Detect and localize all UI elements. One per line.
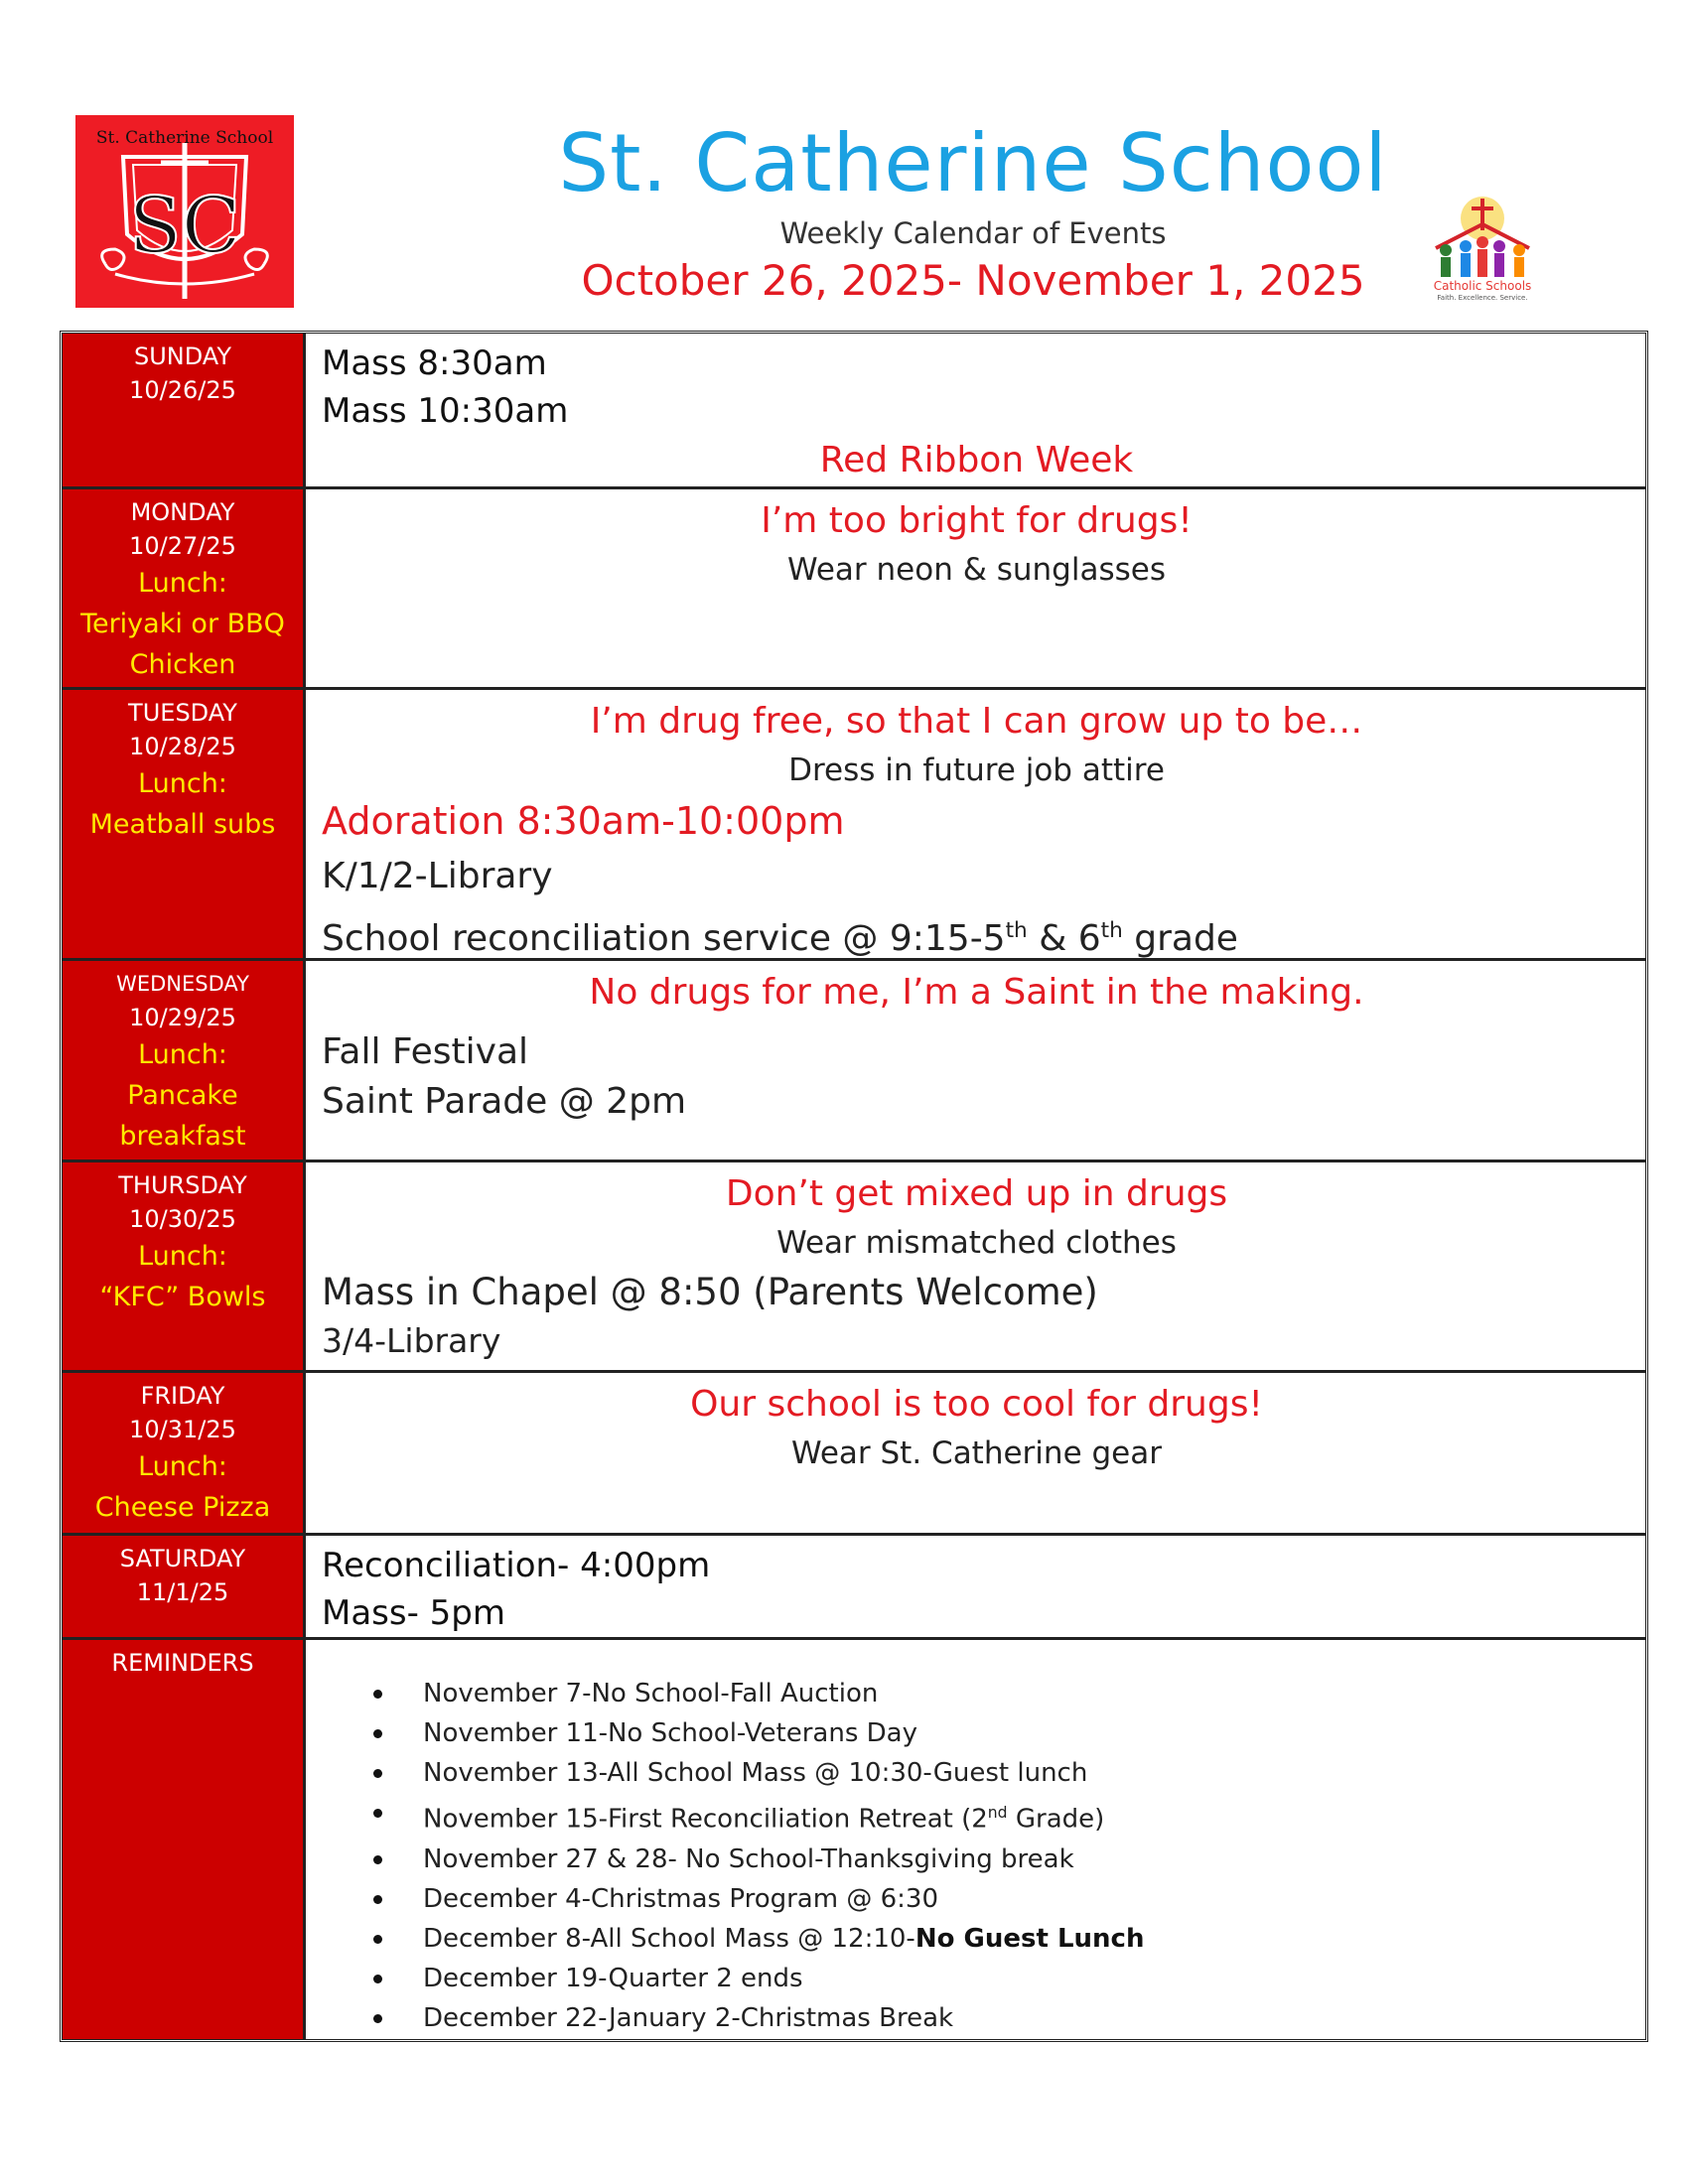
lunch-label: Lunch: [138,1451,227,1482]
day-name: TUESDAY [128,699,237,727]
day-date: 10/28/25 [129,733,236,760]
chapel-mass-event: Mass in Chapel @ 8:50 (Parents Welcome) [322,1271,1098,1313]
festival-event: Fall Festival [322,1031,529,1072]
lunch-menu: Meatball subs [89,809,276,840]
day-name: SATURDAY [119,1545,246,1572]
reminder-item: November 7-No School-Fall Auction [373,1674,1631,1713]
theme-heading: Red Ribbon Week [819,440,1134,480]
day-cell-tuesday [63,690,306,958]
day-cell-sunday [63,334,306,486]
day-date: 10/31/25 [129,1416,236,1443]
catholic-schools-logo [1418,191,1547,302]
row-saturday [63,1536,1645,1640]
content-monday [306,489,1645,687]
lunch-label: Lunch: [138,1039,227,1070]
row-monday [63,489,1645,690]
reminders-label: REMINDERS [111,1649,254,1677]
library-event: K/1/2-Library [322,856,553,896]
event-line: Reconciliation- 4:00pm [322,1546,711,1585]
lunch-menu: Pancake [127,1080,238,1111]
dress-code: Dress in future job attire [788,752,1165,788]
day-date: 10/30/25 [129,1205,236,1233]
reminder-item: November 11-No School-Veterans Day [373,1713,1631,1753]
page-subtitle: Weekly Calendar of Events [779,216,1167,250]
reminders-label-cell [63,1640,306,2039]
day-cell-wednesday [63,961,306,1160]
school-crest-logo [75,115,294,308]
lunch-label: Lunch: [138,568,227,599]
reminders-content [306,1640,1645,2039]
catholic-logo-tagline: Faith. Excellence. Service. [1437,294,1528,302]
lunch-menu: Cheese Pizza [94,1492,271,1523]
theme-heading: I’m drug free, so that I can grow up to be… [590,701,1363,742]
reminder-item: December 4-Christmas Program @ 6:30 [373,1879,1631,1919]
content-tuesday [306,690,1645,958]
page-title: St. Catherine School [558,117,1388,209]
row-thursday [63,1162,1645,1373]
catholic-logo-text: Catholic Schools [1433,279,1532,293]
day-name: MONDAY [130,498,235,526]
content-sunday [306,334,1645,486]
row-tuesday [63,690,1645,961]
content-saturday [306,1536,1645,1637]
lunch-label: Lunch: [138,768,227,799]
reminder-item: November 15-First Reconciliation Retreat (2nd Grade) [373,1793,1631,1840]
weekly-calendar [60,331,1648,2042]
library-event: 3/4-Library [322,1321,501,1360]
content-thursday [306,1162,1645,1370]
theme-heading: Don’t get mixed up in drugs [725,1173,1228,1214]
lunch-menu: “KFC” Bowls [99,1282,266,1312]
row-sunday [63,334,1645,489]
reminder-item: December 8-All School Mass @ 12:10-No Guest Lunch [373,1919,1631,1959]
logo-text: St. Catherine School [95,128,274,148]
row-wednesday [63,961,1645,1162]
lunch-menu: Teriyaki or BBQ [80,609,285,639]
theme-heading: No drugs for me, I’m a Saint in the making. [589,972,1364,1013]
dress-code: Wear St. Catherine gear [791,1435,1162,1471]
parade-event: Saint Parade @ 2pm [322,1081,687,1122]
dress-code: Wear neon & sunglasses [787,552,1166,588]
logo-monogram: SC [128,182,241,271]
reminder-item: November 13-All School Mass @ 10:30-Guest lunch [373,1753,1631,1793]
day-name: THURSDAY [118,1171,247,1199]
lunch-label: Lunch: [138,1241,227,1272]
day-date: 10/27/25 [129,532,236,560]
row-friday [63,1373,1645,1536]
day-date: 10/26/25 [129,376,236,404]
day-name: FRIDAY [140,1382,225,1410]
event-line: Mass 10:30am [322,391,569,431]
day-cell-thursday [63,1162,306,1370]
dress-code: Wear mismatched clothes [776,1225,1177,1261]
theme-heading: Our school is too cool for drugs! [690,1384,1263,1425]
day-cell-friday [63,1373,306,1533]
content-friday [306,1373,1645,1533]
adoration-event: Adoration 8:30am-10:00pm [322,799,845,843]
reminders-list [322,1674,1631,2038]
day-date: 11/1/25 [136,1578,229,1606]
row-reminders [63,1640,1645,2039]
day-date: 10/29/25 [129,1004,236,1031]
reconciliation-event: School reconciliation service @ 9:15-5th & 6th grade [322,918,1238,959]
day-name: WEDNESDAY [116,972,249,996]
reminder-item: November 27 & 28- No School-Thanksgiving break [373,1840,1631,1879]
lunch-menu: breakfast [119,1121,246,1152]
reminder-item: December 22-January 2-Christmas Break [373,1998,1631,2038]
date-range: October 26, 2025- November 1, 2025 [581,256,1365,305]
day-cell-saturday [63,1536,306,1637]
lunch-menu: Chicken [129,649,236,680]
theme-heading: I’m too bright for drugs! [761,500,1193,541]
reminder-item: December 19-Quarter 2 ends [373,1959,1631,1998]
content-wednesday [306,961,1645,1160]
event-line: Mass 8:30am [322,343,547,383]
day-name: SUNDAY [133,342,232,370]
event-line: Mass- 5pm [322,1593,506,1633]
day-cell-monday [63,489,306,687]
